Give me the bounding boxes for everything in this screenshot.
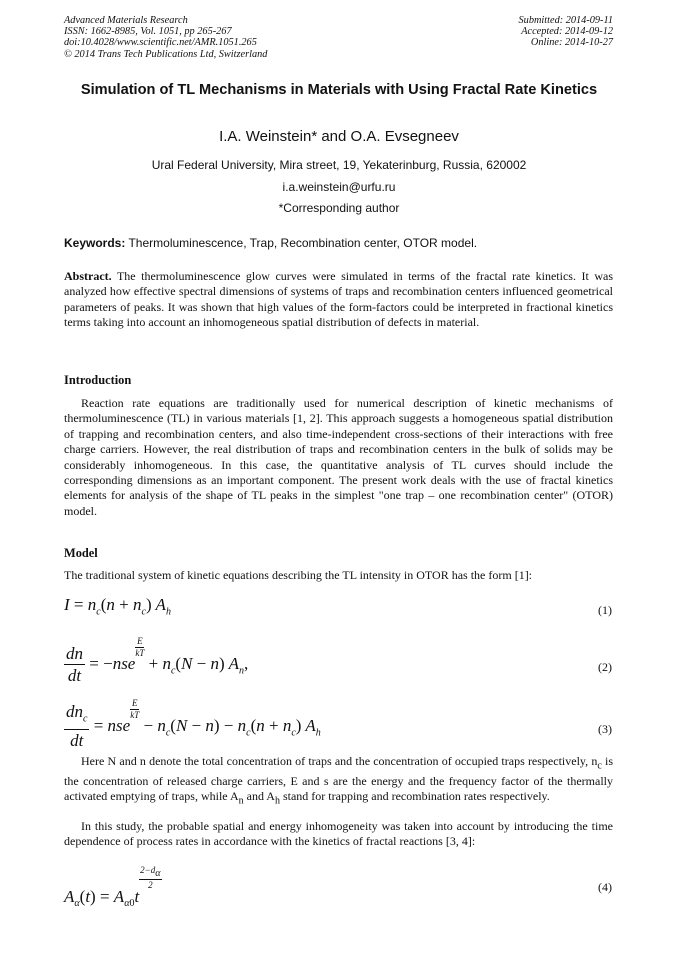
journal-doi: doi:10.4028/www.scientific.net/AMR.1051.265 [64,37,257,49]
equation-1: $I = n_c(n + n_c)$ $A_h$ [64,595,171,618]
journal-copyright: © 2014 Trans Tech Publications Ltd, Switzerland [64,48,268,60]
subscript-n: n [238,795,244,807]
date-submitted: Submitted: 2014-09-11 [518,15,613,26]
model-p1-part-d: stand for trapping and recombination rates respectively. [279,789,550,804]
paper-authors: I.A. Weinstein* and O.A. Evsegneev [219,128,459,145]
keywords-label: Keywords: [64,236,126,250]
abstract-label: Abstract. [64,269,112,283]
affiliation: Ural Federal University, Mira street, 19, Yekaterinburg, Russia, 620002 [151,158,527,172]
abstract-text: The thermoluminescence glow curves were simulated in terms of the fractal rate kinetics. It was analyzed how effective spectral dimensions of systems of traps and recombination centers influenced geometrical parameters of peaks. It was shown that high values of the form-factors could be interpreted in fractional kinetics terms taking into account an inhomogeneous spatial distribution of defects in material. [64,269,613,330]
model-p1-part-c: and A [243,789,275,804]
model-paragraph-1 [64,754,613,809]
subscript-c: c [597,760,602,772]
model-heading: Model [64,546,98,560]
equation-3-number: (3) [598,722,612,736]
abstract [64,269,613,331]
equation-2-number: (2) [598,660,612,674]
model-p1-part-a: Here N and n denote the total concentration of traps and the concentration of occupied traps respectively, n [81,754,598,768]
model-p1-part-b: is the concentration of released charge carriers, E and s are the energy and the frequency factor of the thermally activated emptying of traps, while A [64,754,613,804]
equation-4: $A_\alpha(t) = A_{\alpha 0}t$ $\frac{2-d_\alpha}{2}$ [64,865,161,910]
date-accepted: Accepted: 2014-09-12 [521,26,613,38]
introduction-heading: Introduction [64,373,132,387]
keywords-text: Thermoluminescence, Trap, Recombination center, OTOR model. [125,236,478,250]
keywords [64,235,477,251]
journal-issn: ISSN: 1662-8985, Vol. 1051, pp 265-267 [64,26,232,38]
date-online: Online: 2014-10-27 [530,37,613,49]
model-intro: The traditional system of kinetic equations describing the TL intensity in OTOR has the form [1]: [64,568,533,582]
publication-dates [519,15,613,49]
introduction-text: Reaction rate equations are traditionally used for numerical description of kinetic mechanisms of thermoluminescence (TL) in various materials [1, 2]. This approach suggests a homogeneous spatial distribution of trapping and recombination centers, and also time-independent cross-sections of their interactions with free charge carriers. However, the real distribution of traps and recombination centers in the bulk of solids may be considerably inhomogeneous. In this case, the quantitative analysis of TL curves should include the corresponding dimensions as an important component. The present work deals with the use of fractal kinetics elements for analysis of the shape of TL peaks in the simplest "one trap – one recombination center" (OTOR) model. [64,396,613,518]
equation-3: $\frac{dn_c}{dt}$ = nse $\frac{E}{kT}$ − $n_c(N - n) - n_c(n + n_c)$ $A_h$ [66,698,321,751]
subscript-h: h [274,795,280,807]
corresponding-note: *Corresponding author [278,201,400,215]
paper-title: Simulation of TL Mechanisms in Materials with Using Fractal Rate Kinetics [80,82,598,98]
journal-info [64,15,267,60]
equation-1-number: (1) [598,603,612,617]
email-address: i.a.weinstein@urfu.ru [282,180,396,194]
model-paragraph-2: In this study, the probable spatial and energy inhomogeneity was taken into account by introducing the time dependence of process rates in accordance with the kinetics of fractal reactions [3, 4]: [64,819,613,849]
journal-name: Advanced Materials Research [64,15,188,26]
equation-2: $\frac{dn}{dt}$ = −nse $\frac{E}{kT}$ + $n_c(N - n)$ $A_n$, [66,636,249,685]
equation-4-number: (4) [598,880,612,894]
